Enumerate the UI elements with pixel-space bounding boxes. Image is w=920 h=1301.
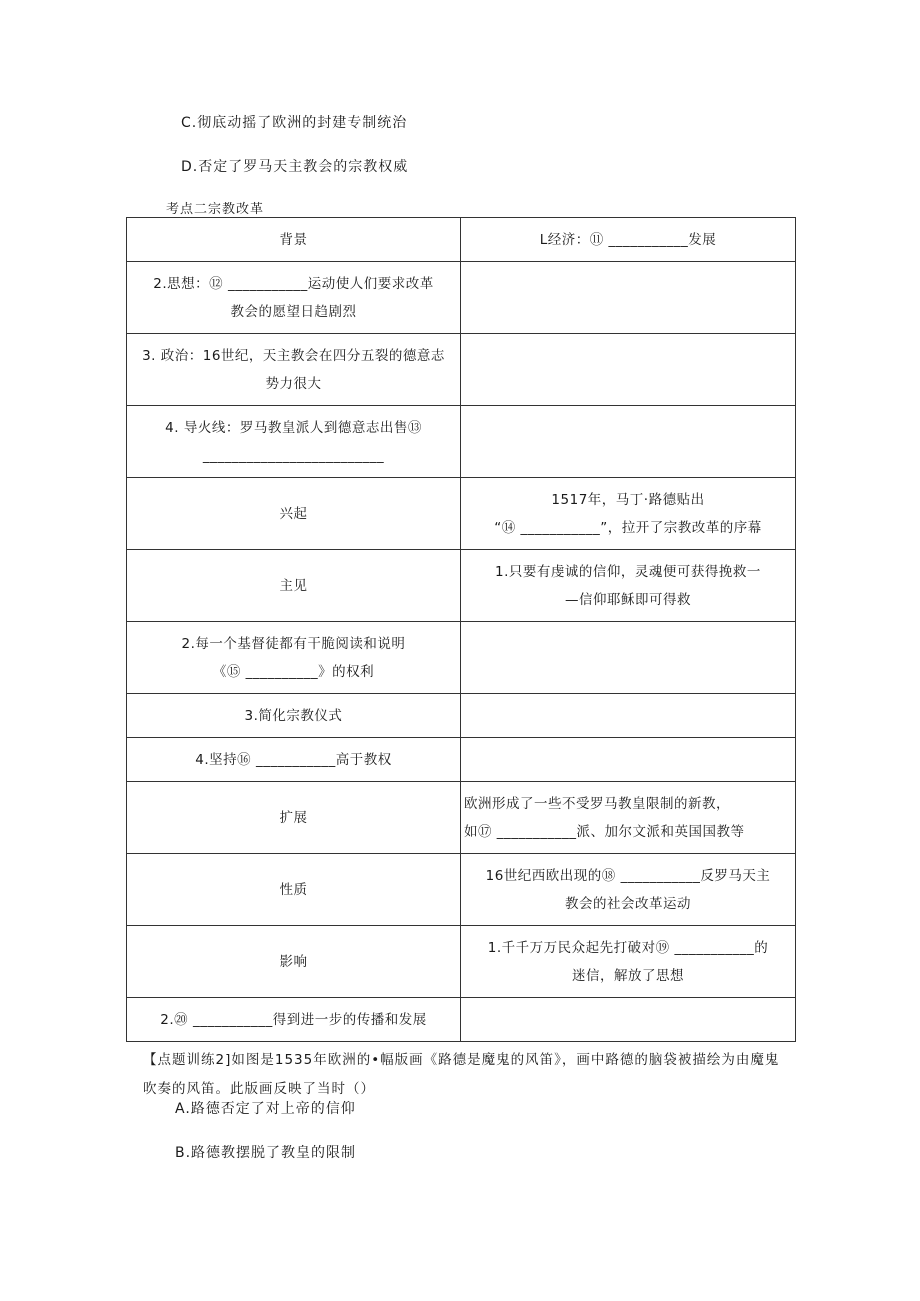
cell-text-line: 1517年，马丁·路德贴出 (551, 491, 705, 508)
table-row (127, 854, 796, 926)
table-cell-left (127, 622, 461, 694)
table-row (127, 782, 796, 854)
table-row (127, 998, 796, 1042)
table-cell-right (461, 218, 796, 262)
cell-text-line: 背景 (279, 231, 308, 248)
cell-text-line: —信仰耶稣即可得救 (565, 591, 691, 608)
cell-text-line: 主见 (279, 577, 308, 594)
question-intro: 【点题训练2]如图是1535年欧洲的•幅版画《路德是魔鬼的风笛》，画中路德的脑袋被描绘为由魔鬼吹奏的风笛。此版画反映了当时（） (143, 1052, 780, 1097)
cell-text-line: 教会的社会改革运动 (565, 895, 691, 912)
table-cell-left (127, 926, 461, 998)
table-cell-left (127, 738, 461, 782)
table-cell-left (127, 218, 461, 262)
table-row (127, 406, 796, 478)
table-cell-left (127, 334, 461, 406)
table-cell-left (127, 406, 461, 478)
table-cell-left (127, 550, 461, 622)
cell-text-line: 2.每一个基督徒都有干脆阅读和说明 (181, 635, 406, 652)
reform-table (126, 217, 796, 1042)
table-cell-right (461, 782, 796, 854)
table-cell-right (461, 694, 796, 738)
table-row (127, 334, 796, 406)
table-cell-left (127, 262, 461, 334)
table-row (127, 738, 796, 782)
table-cell-left (127, 694, 461, 738)
cell-text-line: 1.只要有虔诚的信仰，灵魂便可获得挽救一 (495, 563, 761, 580)
cell-text-line: 势力很大 (265, 375, 322, 392)
table-cell-right (461, 478, 796, 550)
cell-text-line: 性质 (279, 881, 308, 898)
cell-text-line: 迷信，解放了思想 (572, 967, 684, 984)
question-option-b: B.路德教摆脱了教皇的限制 (175, 1145, 357, 1161)
cell-text-line: 欧洲形成了一些不受罗马教皇限制的新教， (464, 795, 730, 812)
table-cell-left (127, 998, 461, 1042)
table-row (127, 694, 796, 738)
table-cell-left (127, 854, 461, 926)
cell-text-line: 4.坚持⑯ ___________高于教权 (195, 751, 392, 768)
table-cell-left (127, 782, 461, 854)
question-option-a: A.路德否定了对上帝的信仰 (175, 1101, 356, 1117)
table-row (127, 926, 796, 998)
cell-text-line: “⑭ ___________”，拉开了宗教改革的序幕 (494, 519, 762, 536)
cell-text-line: 16世纪西欧出现的⑱ ___________反罗马天主 (485, 867, 771, 884)
table-cell-right (461, 262, 796, 334)
cell-text-line: 《⑮ __________》的权利 (212, 663, 375, 680)
cell-text-line: 如⑰ ___________派、加尔文派和英国国教等 (464, 823, 745, 840)
table-cell-right (461, 406, 796, 478)
table-cell-right (461, 622, 796, 694)
table-cell-right (461, 926, 796, 998)
option-d: D.否定了罗马天主教会的宗教权威 (181, 159, 409, 175)
table-cell-right (461, 738, 796, 782)
table-row (127, 478, 796, 550)
table-cell-right (461, 998, 796, 1042)
table-row (127, 550, 796, 622)
table-row (127, 262, 796, 334)
cell-text-line: L经济：⑪ ___________发展 (539, 231, 717, 248)
table-cell-right (461, 550, 796, 622)
cell-text-line: 兴起 (279, 505, 308, 522)
cell-text-line: 2.思想：⑫ ___________运动使人们要求改革 (153, 275, 434, 292)
table-cell-right (461, 854, 796, 926)
cell-text-line: _________________________ (202, 447, 385, 464)
cell-text-line: 3. 政治：16世纪，天主教会在四分五裂的德意志 (142, 347, 445, 364)
option-c: C.彻底动摇了欧洲的封建专制统治 (181, 115, 408, 131)
table-row (127, 218, 796, 262)
table-cell-left (127, 478, 461, 550)
cell-text-line: 3.简化宗教仪式 (244, 707, 343, 724)
section-title: 考点二宗教改革 (166, 202, 265, 217)
cell-text-line: 1.千千万万民众起先打破对⑲ ___________的 (487, 939, 769, 956)
cell-text-line: 扩展 (279, 809, 308, 826)
cell-text-line: 影响 (279, 953, 308, 970)
cell-text-line: 4. 导火线：罗马教皇派人到德意志出售⑬ (165, 419, 422, 436)
cell-text-line: 教会的愿望日趋剧烈 (230, 303, 357, 320)
table-row (127, 622, 796, 694)
cell-text-line: 2.⑳ ___________得到进一步的传播和发展 (160, 1011, 427, 1028)
table-cell-right (461, 334, 796, 406)
